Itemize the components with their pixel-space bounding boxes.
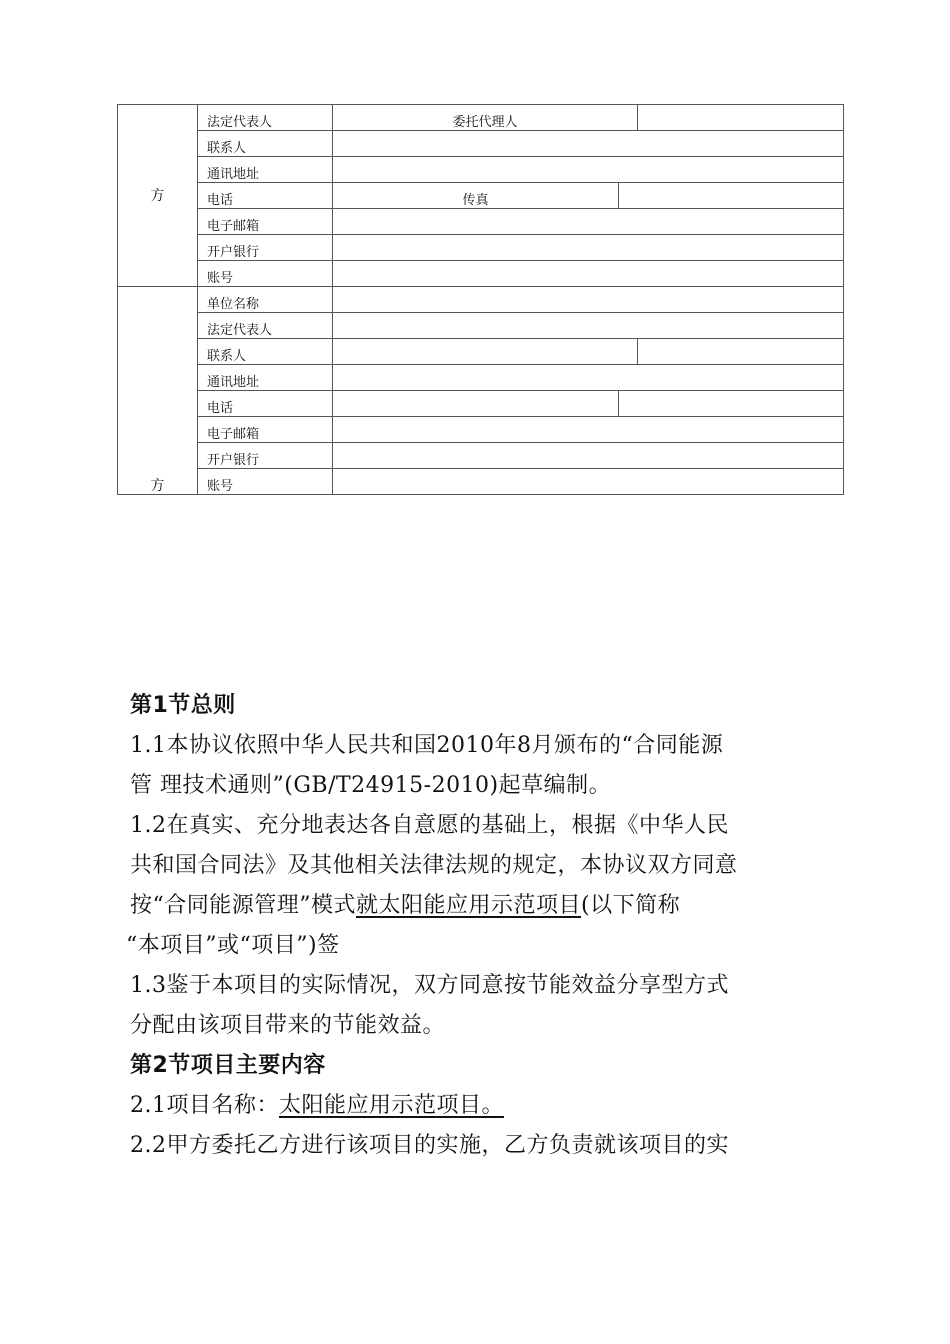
party-a-legal-rep-label: 法定代表人 <box>198 105 333 131</box>
project-name-field: 太阳能应用示范项目。 <box>279 1093 505 1118</box>
clause-1-3-line-1: 1.3鉴于本项目的实际情况，双方同意按节能效益分享型方式 <box>130 973 729 998</box>
party-b-unit-name-label: 单位名称 <box>198 287 333 313</box>
party-b-address-label: 通讯地址 <box>198 365 333 391</box>
party-a-fax-field[interactable] <box>619 183 844 209</box>
section-1-heading: 第1节总则 <box>130 693 236 718</box>
party-a-bank-field[interactable] <box>333 235 844 261</box>
party-b-email-field[interactable] <box>333 417 844 443</box>
party-b-legal-rep-label: 法定代表人 <box>198 313 333 339</box>
party-a-side-label: 方 <box>118 105 198 287</box>
project-name-underlined: 就太阳能应用示范项目 <box>356 893 582 918</box>
clause-1-2-line-3-post: (以下简称 <box>581 893 681 918</box>
party-a-email-label: 电子邮箱 <box>198 209 333 235</box>
contract-body <box>126 686 850 1166</box>
clause-1-2-line-4: “本项目”或“项目”)签 <box>126 933 340 958</box>
section-2-heading: 第2节项目主要内容 <box>130 1053 326 1078</box>
clause-1-2-line-3-pre: 按“合同能源管理”模式 <box>130 893 356 918</box>
party-a-bank-label: 开户银行 <box>198 235 333 261</box>
party-b-email-label: 电子邮箱 <box>198 417 333 443</box>
party-b-legal-rep-field[interactable] <box>333 313 844 339</box>
party-b-phone-field[interactable] <box>333 391 619 417</box>
party-b-contact-label: 联系人 <box>198 339 333 365</box>
party-b-fax-field[interactable] <box>619 391 844 417</box>
clause-2-2-line-1: 2.2甲方委托乙方进行该项目的实施，乙方负责就该项目的实 <box>130 1133 729 1158</box>
party-a-contact-field[interactable] <box>333 131 844 157</box>
party-a-email-field[interactable] <box>333 209 844 235</box>
party-info-table <box>117 104 844 495</box>
party-a-fax-label: 传真 <box>333 183 619 209</box>
party-b-bank-field[interactable] <box>333 443 844 469</box>
clause-1-2-line-3 <box>130 886 850 926</box>
party-a-account-label: 账号 <box>198 261 333 287</box>
party-b-account-field[interactable] <box>333 469 844 495</box>
clause-1-3-line-2: 分配由该项目带来的节能效益。 <box>130 1013 446 1038</box>
clause-1-1-line-1: 1.1本协议依照中华人民共和国2010年8月颁布的“合同能源 <box>130 733 724 758</box>
party-a-account-field[interactable] <box>333 261 844 287</box>
clause-1-2-line-1: 1.2在真实、充分地表达各自意愿的基础上，根据《中华人民 <box>130 813 729 838</box>
party-b-phone-label: 电话 <box>198 391 333 417</box>
party-a-phone-label: 电话 <box>198 183 333 209</box>
party-b-contact-field[interactable] <box>333 339 638 365</box>
party-b-address-field[interactable] <box>333 365 844 391</box>
party-a-agent-field[interactable] <box>638 105 844 131</box>
party-b-side-label: 方 <box>118 287 198 495</box>
party-b-contact-extra-field[interactable] <box>638 339 844 365</box>
party-a-agent-label: 委托代理人 <box>333 105 638 131</box>
party-b-account-label: 账号 <box>198 469 333 495</box>
party-a-address-label: 通讯地址 <box>198 157 333 183</box>
party-b-unit-name-field[interactable] <box>333 287 844 313</box>
party-a-contact-label: 联系人 <box>198 131 333 157</box>
clause-2-1-pre: 2.1项目名称： <box>130 1093 279 1118</box>
clause-1-2-line-2: 共和国合同法》及其他相关法律法规的规定，本协议双方同意 <box>130 853 738 878</box>
clause-1-1-line-2: 管 理技术通则”(GB/T24915-2010)起草编制。 <box>130 773 612 798</box>
clause-2-1 <box>130 1086 850 1126</box>
party-b-bank-label: 开户银行 <box>198 443 333 469</box>
party-a-address-field[interactable] <box>333 157 844 183</box>
